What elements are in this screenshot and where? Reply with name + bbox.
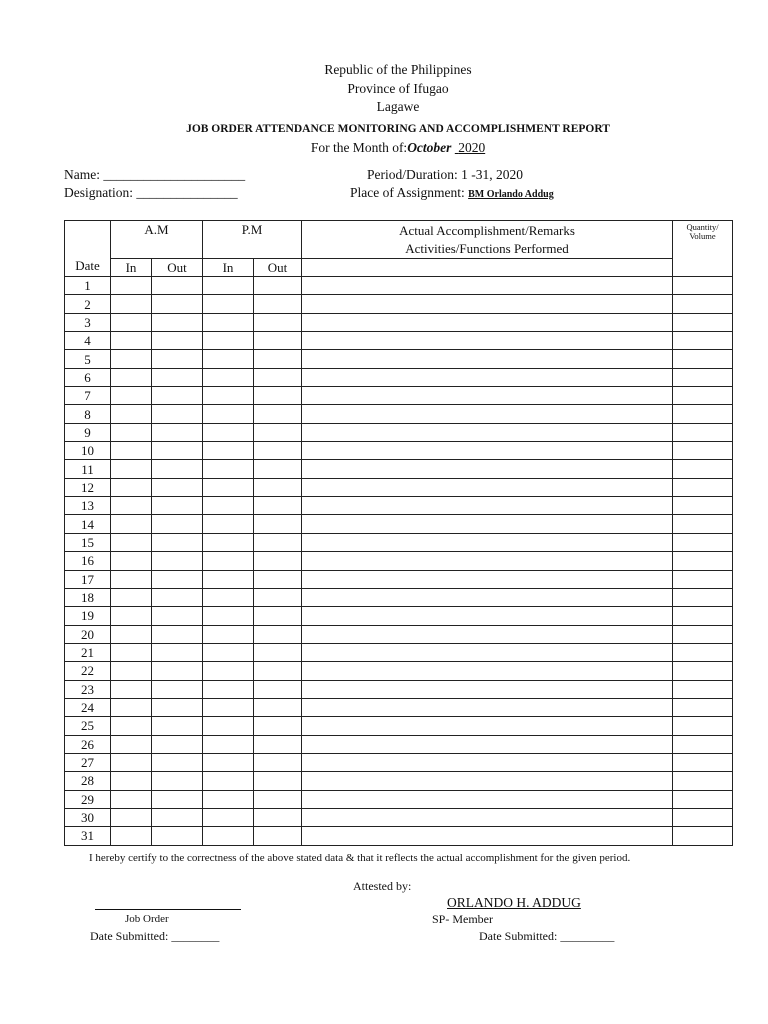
- am-out-cell: [152, 698, 203, 716]
- pm-out-cell: [254, 368, 302, 386]
- quantity-cell: [673, 277, 733, 295]
- remarks-cell: [302, 680, 673, 698]
- pm-in-cell: [203, 295, 254, 313]
- quantity-cell: [673, 442, 733, 460]
- am-in-cell: [111, 515, 152, 533]
- table-row: [65, 368, 733, 386]
- table-row: [65, 643, 733, 661]
- am-out-cell: [152, 588, 203, 606]
- date-cell: 18: [65, 588, 111, 606]
- pm-out-cell: [254, 717, 302, 735]
- remarks-cell: [302, 332, 673, 350]
- remarks-cell: [302, 533, 673, 551]
- remarks-cell: [302, 423, 673, 441]
- designation-row: [64, 185, 238, 201]
- pm-out-cell: [254, 790, 302, 808]
- table-row: [65, 478, 733, 496]
- remarks-cell: [302, 497, 673, 515]
- designation-blank: _______________: [136, 185, 238, 200]
- quantity-cell: [673, 460, 733, 478]
- table-row: [65, 772, 733, 790]
- pm-out-cell: [254, 277, 302, 295]
- am-out-cell: [152, 735, 203, 753]
- quantity-cell: [673, 533, 733, 551]
- table-row: [65, 790, 733, 808]
- table-row: [65, 735, 733, 753]
- am-out-cell: [152, 790, 203, 808]
- remarks-cell: [302, 368, 673, 386]
- pm-out-cell: [254, 460, 302, 478]
- date-cell: 12: [65, 478, 111, 496]
- am-out-cell: [152, 332, 203, 350]
- am-out-cell: [152, 772, 203, 790]
- assignment-row: [350, 185, 554, 201]
- attendance-rows: [65, 277, 733, 846]
- remarks-cell: [302, 405, 673, 423]
- pm-out-cell: [254, 405, 302, 423]
- am-out-cell: [152, 552, 203, 570]
- remarks-cell: [302, 460, 673, 478]
- date-cell: 11: [65, 460, 111, 478]
- quantity-cell: [673, 790, 733, 808]
- pm-in-cell: [203, 442, 254, 460]
- remarks-header-line2: Activities/Functions Performed: [405, 241, 569, 256]
- pm-out-cell: [254, 350, 302, 368]
- attester-position: SP- Member: [432, 912, 493, 926]
- pm-out-cell: [254, 497, 302, 515]
- date-cell: 20: [65, 625, 111, 643]
- pm-in-cell: [203, 497, 254, 515]
- date-cell: 3: [65, 313, 111, 331]
- pm-out-cell: [254, 478, 302, 496]
- pm-out-cell: [254, 735, 302, 753]
- period-row: [367, 167, 523, 183]
- pm-in-cell: [203, 662, 254, 680]
- date-cell: 17: [65, 570, 111, 588]
- job-order-signature-line: [95, 909, 241, 910]
- assignment-label: Place of Assignment:: [350, 185, 465, 200]
- remarks-cell: [302, 717, 673, 735]
- am-out-cell: [152, 423, 203, 441]
- table-row: [65, 313, 733, 331]
- quantity-cell: [673, 570, 733, 588]
- table-row: [65, 588, 733, 606]
- pm-out-cell: [254, 680, 302, 698]
- date-cell: 14: [65, 515, 111, 533]
- pm-in-cell: [203, 808, 254, 826]
- attested-by-label: Attested by:: [353, 879, 412, 893]
- pm-in-cell: [203, 405, 254, 423]
- date-cell: 5: [65, 350, 111, 368]
- am-in-cell: [111, 460, 152, 478]
- am-in-header: In: [111, 259, 152, 277]
- quantity-cell: [673, 643, 733, 661]
- pm-in-cell: [203, 332, 254, 350]
- name-blank: _______: [197, 167, 246, 182]
- table-row: [65, 625, 733, 643]
- pm-in-cell: [203, 772, 254, 790]
- table-row: [65, 387, 733, 405]
- designation-label: Designation:: [64, 185, 133, 200]
- am-in-cell: [111, 405, 152, 423]
- name-row: [64, 167, 245, 183]
- am-out-cell: [152, 368, 203, 386]
- date-submitted-left: Date Submitted: ________: [90, 929, 220, 943]
- am-in-cell: [111, 662, 152, 680]
- am-in-cell: [111, 625, 152, 643]
- am-out-cell: [152, 533, 203, 551]
- am-in-cell: [111, 387, 152, 405]
- table-row: [65, 662, 733, 680]
- quantity-cell: [673, 753, 733, 771]
- quantity-cell: [673, 405, 733, 423]
- date-cell: 10: [65, 442, 111, 460]
- table-row: [65, 405, 733, 423]
- am-out-cell: [152, 387, 203, 405]
- quantity-cell: [673, 552, 733, 570]
- remarks-subheader: [302, 259, 673, 277]
- date-cell: 15: [65, 533, 111, 551]
- table-row: [65, 607, 733, 625]
- pm-out-cell: [254, 662, 302, 680]
- table-row: [65, 350, 733, 368]
- date-cell: 28: [65, 772, 111, 790]
- pm-out-cell: [254, 643, 302, 661]
- quantity-cell: [673, 497, 733, 515]
- remarks-cell: [302, 442, 673, 460]
- am-in-cell: [111, 368, 152, 386]
- am-in-cell: [111, 735, 152, 753]
- remarks-cell: [302, 662, 673, 680]
- am-out-cell: [152, 515, 203, 533]
- pm-out-header: Out: [254, 259, 302, 277]
- table-row: [65, 808, 733, 826]
- quantity-cell: [673, 350, 733, 368]
- quantity-cell: [673, 368, 733, 386]
- job-order-label: Job Order: [125, 913, 169, 925]
- am-in-cell: [111, 313, 152, 331]
- remarks-cell: [302, 643, 673, 661]
- pm-in-cell: [203, 368, 254, 386]
- period-value: 1 -31, 2020: [461, 167, 523, 182]
- pm-in-cell: [203, 735, 254, 753]
- table-row: [65, 570, 733, 588]
- pm-in-cell: [203, 313, 254, 331]
- am-in-cell: [111, 497, 152, 515]
- date-cell: 21: [65, 643, 111, 661]
- am-out-cell: [152, 277, 203, 295]
- date-cell: 7: [65, 387, 111, 405]
- remarks-header: [302, 221, 673, 259]
- pm-out-cell: [254, 313, 302, 331]
- pm-out-cell: [254, 808, 302, 826]
- pm-in-cell: [203, 515, 254, 533]
- am-out-cell: [152, 753, 203, 771]
- pm-in-cell: [203, 460, 254, 478]
- table-row: [65, 295, 733, 313]
- pm-out-cell: [254, 295, 302, 313]
- table-row: [65, 717, 733, 735]
- am-out-header: Out: [152, 259, 203, 277]
- am-header: A.M: [111, 221, 203, 259]
- pm-out-cell: [254, 772, 302, 790]
- table-row: [65, 753, 733, 771]
- am-out-cell: [152, 497, 203, 515]
- attester-name: ORLANDO H. ADDUG: [447, 895, 581, 910]
- quantity-cell: [673, 313, 733, 331]
- am-out-cell: [152, 662, 203, 680]
- quantity-header-line2: Volume: [689, 231, 716, 241]
- am-in-cell: [111, 753, 152, 771]
- pm-in-cell: [203, 698, 254, 716]
- quantity-cell: [673, 332, 733, 350]
- remarks-cell: [302, 588, 673, 606]
- date-cell: 2: [65, 295, 111, 313]
- quantity-cell: [673, 478, 733, 496]
- pm-out-cell: [254, 515, 302, 533]
- table-row: [65, 423, 733, 441]
- pm-out-cell: [254, 533, 302, 551]
- year-value: 2020: [458, 140, 486, 155]
- quantity-header: [673, 221, 733, 277]
- am-out-cell: [152, 717, 203, 735]
- am-in-cell: [111, 533, 152, 551]
- date-cell: 9: [65, 423, 111, 441]
- am-out-cell: [152, 350, 203, 368]
- pm-out-cell: [254, 332, 302, 350]
- table-row: [65, 533, 733, 551]
- table-row: [65, 827, 733, 845]
- pm-out-cell: [254, 387, 302, 405]
- date-cell: 1: [65, 277, 111, 295]
- municipality-line: Lagawe: [376, 99, 420, 114]
- pm-in-cell: [203, 533, 254, 551]
- pm-out-cell: [254, 607, 302, 625]
- am-out-cell: [152, 808, 203, 826]
- am-in-cell: [111, 423, 152, 441]
- am-in-cell: [111, 570, 152, 588]
- remarks-cell: [302, 790, 673, 808]
- am-in-cell: [111, 332, 152, 350]
- pm-out-cell: [254, 625, 302, 643]
- remarks-cell: [302, 827, 673, 845]
- remarks-cell: [302, 313, 673, 331]
- remarks-cell: [302, 625, 673, 643]
- pm-in-cell: [203, 753, 254, 771]
- pm-out-cell: [254, 753, 302, 771]
- remarks-cell: [302, 607, 673, 625]
- am-in-cell: [111, 478, 152, 496]
- am-in-cell: [111, 552, 152, 570]
- remarks-cell: [302, 753, 673, 771]
- date-cell: 4: [65, 332, 111, 350]
- month-label: For the Month of:: [310, 140, 408, 155]
- remarks-cell: [302, 277, 673, 295]
- quantity-cell: [673, 698, 733, 716]
- date-cell: 23: [65, 680, 111, 698]
- pm-in-cell: [203, 827, 254, 845]
- am-out-cell: [152, 405, 203, 423]
- am-in-cell: [111, 717, 152, 735]
- pm-out-cell: [254, 827, 302, 845]
- table-row: [65, 698, 733, 716]
- am-in-cell: [111, 442, 152, 460]
- pm-in-cell: [203, 350, 254, 368]
- am-out-cell: [152, 643, 203, 661]
- pm-header: P.M: [203, 221, 302, 259]
- am-out-cell: [152, 607, 203, 625]
- am-in-cell: [111, 680, 152, 698]
- remarks-cell: [302, 350, 673, 368]
- table-row: [65, 277, 733, 295]
- table-row: [65, 515, 733, 533]
- date-cell: 29: [65, 790, 111, 808]
- pm-in-cell: [203, 588, 254, 606]
- date-header: Date: [65, 221, 111, 277]
- pm-out-cell: [254, 570, 302, 588]
- date-cell: 31: [65, 827, 111, 845]
- quantity-cell: [673, 423, 733, 441]
- pm-out-cell: [254, 588, 302, 606]
- remarks-cell: [302, 387, 673, 405]
- quantity-cell: [673, 515, 733, 533]
- quantity-cell: [673, 295, 733, 313]
- am-out-cell: [152, 295, 203, 313]
- name-value: ______________: [103, 167, 198, 182]
- pm-in-header: In: [203, 259, 254, 277]
- report-title: JOB ORDER ATTENDANCE MONITORING AND ACCOMPLISHMENT REPORT: [186, 123, 610, 135]
- pm-in-cell: [203, 387, 254, 405]
- remarks-cell: [302, 552, 673, 570]
- pm-in-cell: [203, 680, 254, 698]
- remarks-cell: [302, 772, 673, 790]
- pm-in-cell: [203, 570, 254, 588]
- am-out-cell: [152, 478, 203, 496]
- pm-out-cell: [254, 442, 302, 460]
- remarks-cell: [302, 570, 673, 588]
- remarks-cell: [302, 515, 673, 533]
- am-in-cell: [111, 643, 152, 661]
- am-in-cell: [111, 790, 152, 808]
- pm-in-cell: [203, 717, 254, 735]
- pm-out-cell: [254, 423, 302, 441]
- date-cell: 13: [65, 497, 111, 515]
- quantity-cell: [673, 680, 733, 698]
- table-row: [65, 442, 733, 460]
- remarks-cell: [302, 735, 673, 753]
- remarks-cell: [302, 478, 673, 496]
- quantity-cell: [673, 717, 733, 735]
- date-cell: 19: [65, 607, 111, 625]
- republic-line: Republic of the Philippines: [324, 62, 472, 77]
- period-label: Period/Duration:: [367, 167, 458, 182]
- pm-in-cell: [203, 423, 254, 441]
- pm-in-cell: [203, 277, 254, 295]
- date-cell: 8: [65, 405, 111, 423]
- date-cell: 16: [65, 552, 111, 570]
- table-row: [65, 552, 733, 570]
- am-in-cell: [111, 808, 152, 826]
- table-row: [65, 680, 733, 698]
- quantity-cell: [673, 662, 733, 680]
- date-cell: 6: [65, 368, 111, 386]
- remarks-cell: [302, 698, 673, 716]
- am-in-cell: [111, 698, 152, 716]
- am-in-cell: [111, 772, 152, 790]
- quantity-cell: [673, 588, 733, 606]
- pm-in-cell: [203, 607, 254, 625]
- am-in-cell: [111, 827, 152, 845]
- pm-in-cell: [203, 552, 254, 570]
- am-out-cell: [152, 680, 203, 698]
- quantity-cell: [673, 387, 733, 405]
- quantity-cell: [673, 772, 733, 790]
- am-out-cell: [152, 313, 203, 331]
- assignment-value: BM Orlando Addug: [468, 189, 554, 200]
- table-row: [65, 497, 733, 515]
- attendance-table: [64, 220, 733, 846]
- remarks-cell: [302, 295, 673, 313]
- date-cell: 25: [65, 717, 111, 735]
- pm-in-cell: [203, 643, 254, 661]
- table-row: [65, 332, 733, 350]
- month-value: October: [407, 140, 452, 155]
- pm-out-cell: [254, 552, 302, 570]
- quantity-cell: [673, 808, 733, 826]
- am-out-cell: [152, 570, 203, 588]
- month-line: [0, 140, 768, 156]
- table-row: [65, 460, 733, 478]
- quantity-cell: [673, 625, 733, 643]
- certification-text: I hereby certify to the correctness of the above stated data & that it reflects the actual accomplishment for the given period.: [89, 852, 631, 864]
- province-line: Province of Ifugao: [347, 81, 449, 96]
- am-in-cell: [111, 350, 152, 368]
- date-cell: 26: [65, 735, 111, 753]
- quantity-cell: [673, 607, 733, 625]
- quantity-header-line1: Quantity/: [686, 222, 719, 232]
- am-out-cell: [152, 827, 203, 845]
- name-label: Name:: [64, 167, 100, 182]
- quantity-cell: [673, 735, 733, 753]
- remarks-cell: [302, 808, 673, 826]
- date-cell: 30: [65, 808, 111, 826]
- pm-in-cell: [203, 790, 254, 808]
- date-submitted-right: Date Submitted: _________: [479, 929, 615, 943]
- pm-in-cell: [203, 478, 254, 496]
- am-in-cell: [111, 277, 152, 295]
- date-cell: 24: [65, 698, 111, 716]
- am-out-cell: [152, 442, 203, 460]
- pm-in-cell: [203, 625, 254, 643]
- quantity-cell: [673, 827, 733, 845]
- date-cell: 27: [65, 753, 111, 771]
- am-in-cell: [111, 295, 152, 313]
- date-cell: 22: [65, 662, 111, 680]
- am-out-cell: [152, 460, 203, 478]
- remarks-header-line1: Actual Accomplishment/Remarks: [399, 223, 575, 238]
- am-in-cell: [111, 588, 152, 606]
- am-out-cell: [152, 625, 203, 643]
- am-in-cell: [111, 607, 152, 625]
- pm-out-cell: [254, 698, 302, 716]
